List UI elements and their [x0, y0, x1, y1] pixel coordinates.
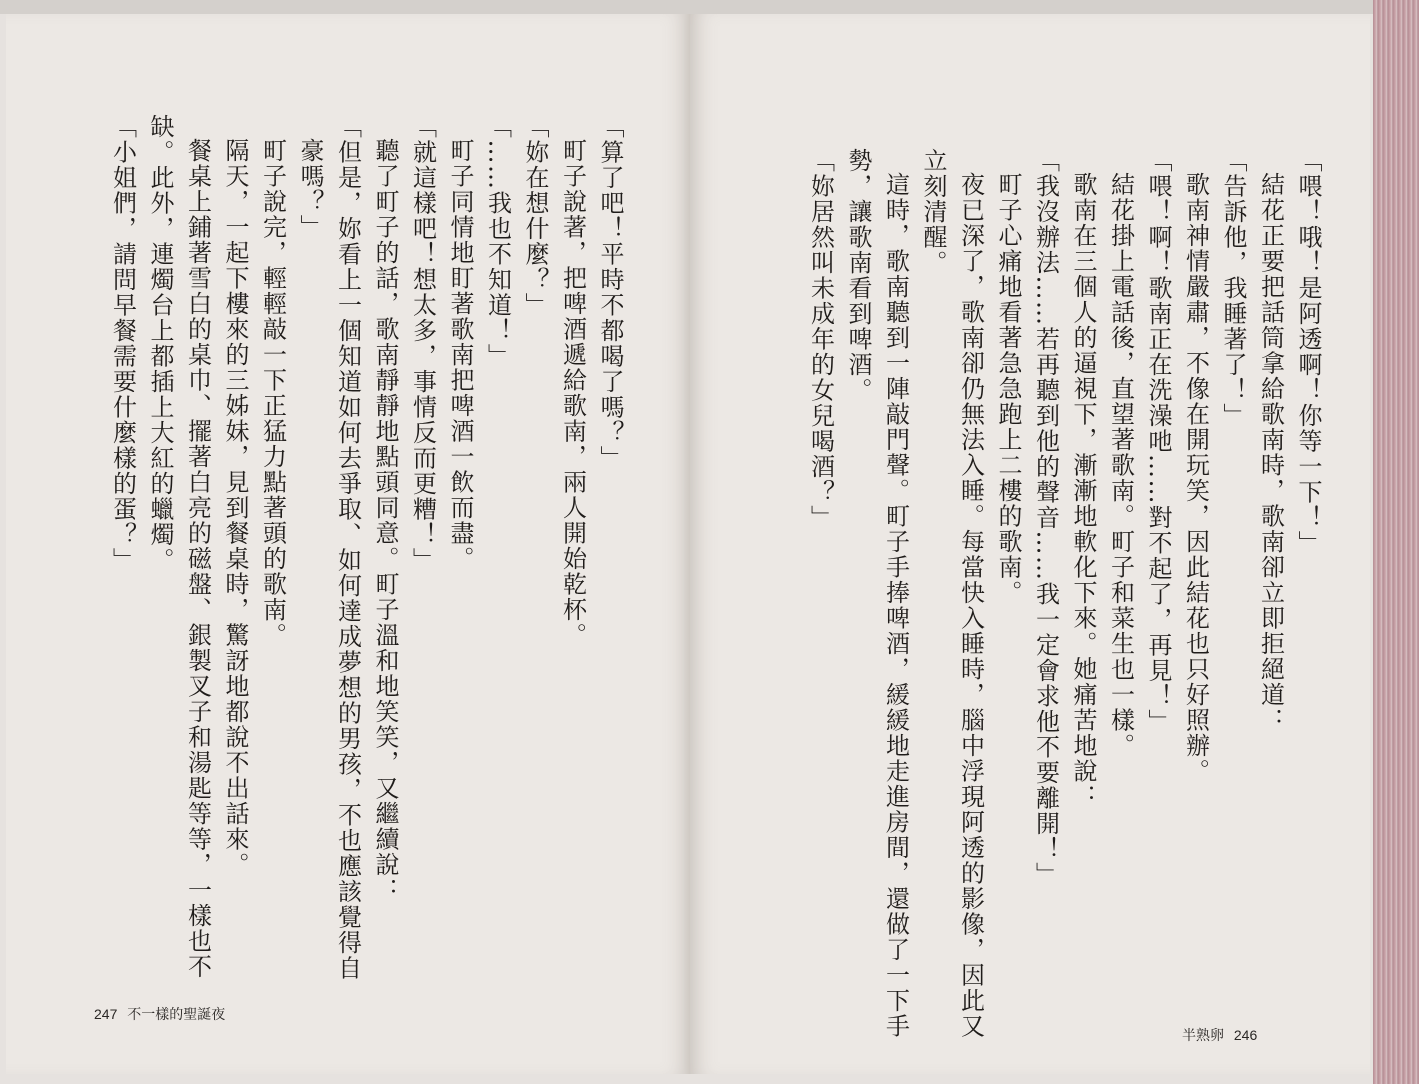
right-page-footer — [1182, 1025, 1263, 1045]
text-column: 歌南神情嚴肅，不像在開玩笑，因此結花也只好照辦。 — [1181, 172, 1210, 784]
top-edge — [0, 0, 1419, 14]
text-column: 町子說完，輕輕敲一下正猛力點著頭的歌南。 — [258, 138, 287, 648]
page-number: 247 — [94, 1006, 118, 1022]
text-column: 町子同情地盯著歌南把啤酒一飲而盡。 — [446, 138, 474, 572]
text-column: 「妳居然叫未成年的女兒喝酒？」 — [806, 148, 835, 531]
text-column: 缺。此外，連燭台上都插上大紅的蠟燭。 — [146, 114, 174, 573]
text-column: 「喂！啊！歌南正在洗澡吔……對不起了，再見！」 — [1144, 148, 1172, 735]
text-column: 「算了吧！平時不都喝了嗎？」 — [596, 114, 624, 471]
text-column: 町子說著，把啤酒遞給歌南，兩人開始乾杯。 — [558, 138, 587, 648]
text-column: 豪嗎？」 — [296, 138, 324, 240]
text-column: 立刻清醒。 — [919, 148, 947, 276]
text-column: 這時，歌南聽到一陣敲門聲。町子手捧啤酒，緩緩地走進房間，還做了一下手 — [881, 172, 910, 1039]
text-column: 「我沒辦法……若再聽到他的聲音……我一定會求他不要離開！」 — [1031, 148, 1060, 888]
text-column: 結花正要把話筒拿給歌南時，歌南卻立即拒絕道： — [1256, 172, 1285, 733]
page-edges — [1373, 0, 1419, 1084]
text-column: 「妳在想什麼？」 — [521, 114, 549, 318]
text-column: 歌南在三個人的逼視下，漸漸地軟化下來。她痛苦地說： — [1069, 172, 1097, 810]
left-page-text — [103, 114, 628, 981]
text-column: 「告訴他，我睡著了！」 — [1219, 148, 1247, 429]
text-column: 「就這樣吧！想太多，事情反而更糟！」 — [408, 114, 437, 573]
page-number: 246 — [1233, 1027, 1258, 1043]
text-column: 勢，讓歌南看到啤酒。 — [844, 148, 872, 403]
text-column: 夜已深了，歌南卻仍無法入睡。每當快入睡時，腦中浮現阿透的影像，因此又 — [956, 172, 985, 1039]
text-column: 聽了町子的話，歌南靜靜地點頭同意。町子溫和地笑笑，又繼續說： — [371, 138, 399, 903]
text-column: 町子心痛地看著急急跑上二樓的歌南。 — [994, 172, 1022, 606]
text-column: 結花掛上電話後，直望著歌南。町子和菜生也一樣。 — [1106, 172, 1135, 759]
text-column: 隔天，一起下樓來的三姊妹，見到餐桌時，驚訝地都說不出話來。 — [221, 138, 249, 878]
text-column: 餐桌上鋪著雪白的桌巾、擺著白亮的磁盤、銀製叉子和湯匙等等，一樣也不 — [183, 138, 212, 980]
text-column: 「喂！哦！是阿透啊！你等一下！」 — [1294, 148, 1322, 556]
text-column: 「小姐們，請問早餐需要什麼樣的蛋？」 — [108, 114, 137, 573]
text-column: 「……我也不知道！」 — [483, 114, 512, 369]
left-page — [6, 14, 690, 1074]
left-page-footer — [88, 1004, 225, 1024]
text-column: 「但是，妳看上一個知道如何去爭取、如何達成夢想的男孩，不也應該覺得自 — [333, 114, 362, 981]
running-title: 半熟卵 — [1182, 1027, 1224, 1043]
right-page — [690, 14, 1370, 1074]
running-title: 不一樣的聖誕夜 — [127, 1006, 226, 1022]
